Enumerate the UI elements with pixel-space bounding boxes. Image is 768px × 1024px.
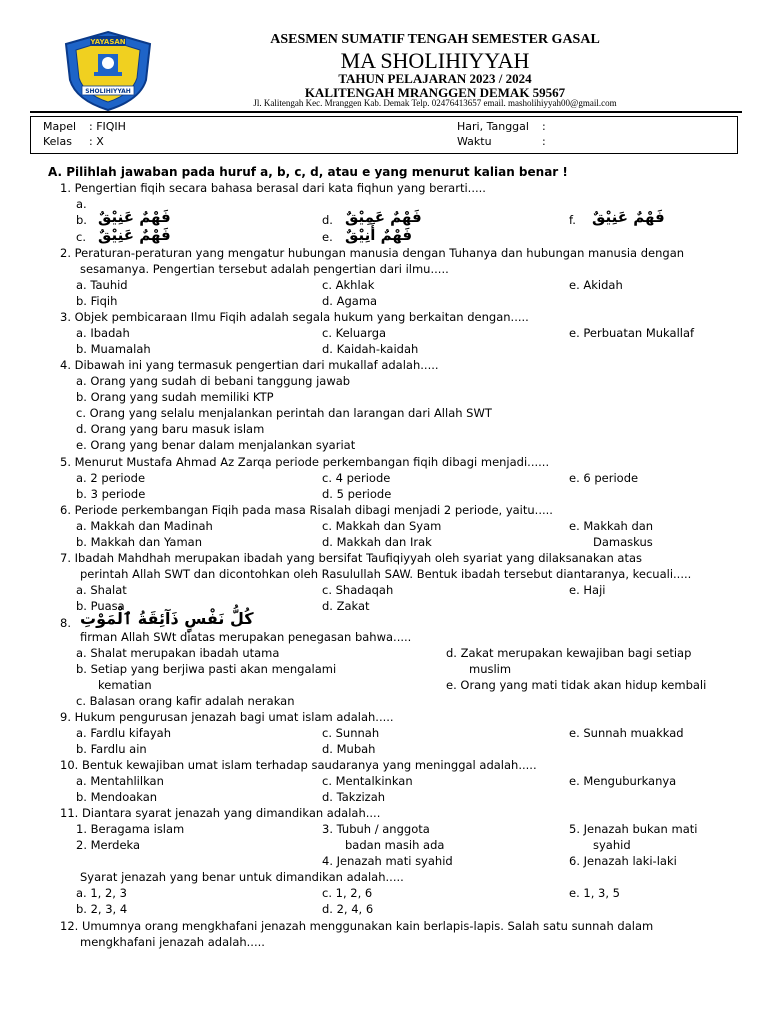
q8-arabic-verse: كُلُّ نَفْسٍ ذَآئِقَةُ ٱلْمَوْتِ [80, 609, 254, 628]
q7-option-b: b. Puasa [76, 599, 125, 613]
q1-option-e-label: e. [322, 230, 333, 244]
q6-option-a: a. Makkah dan Madinah [76, 519, 213, 533]
q12-stem-1: 12. Umumnya orang mengkhafani jenazah menggunakan kain berlapis-lapis. Salah satu sunnah dalam [60, 919, 654, 933]
q2-option-d: d. Agama [322, 294, 378, 308]
school-location: KALITENGAH MRANGGEN DEMAK 59567 [304, 85, 566, 100]
q9-stem: 9. Hukum pengurusan jenazah bagi umat islam adalah..... [60, 710, 394, 724]
q10-option-d: d. Takzizah [322, 790, 386, 804]
q1-option-f-arabic: فَهْمٌ عَنِيْقٌ [592, 208, 665, 226]
q6-option-e-line2: Damaskus [593, 535, 653, 549]
q1-option-e-arabic: فَهْمٌ أَنِيْقٌ [345, 226, 413, 244]
q11-item-3-line2: badan masih ada [345, 838, 445, 852]
q11-item-5-line1: 5. Jenazah bukan mati [569, 822, 698, 836]
q11-option-a: a. 1, 2, 3 [76, 886, 127, 900]
q8-option-d-line2: muslim [469, 662, 512, 676]
kelas-value: : X [89, 135, 104, 148]
q3-option-b: b. Muamalah [76, 342, 151, 356]
q11-item-4: 4. Jenazah mati syahid [322, 854, 453, 868]
q3-stem: 3. Objek pembicaraan Ilmu Fiqih adalah segala hukum yang berkaitan dengan..... [60, 310, 529, 324]
q7-option-e: e. Haji [569, 583, 606, 597]
q3-option-e: e. Perbuatan Mukallaf [569, 326, 695, 340]
q4-option-e: e. Orang yang benar dalam menjalankan syariat [76, 438, 356, 452]
q2-stem-1: 2. Peraturan-peraturan yang mengatur hubungan manusia dengan Tuhanya dan hubungan manusia dengan [60, 246, 685, 260]
q5-option-d: d. 5 periode [322, 487, 392, 501]
q3-option-c: c. Keluarga [322, 326, 387, 340]
kelas-label: Kelas [43, 135, 72, 148]
q11-item-2: 2. Merdeka [76, 838, 141, 852]
q2-option-c: c. Akhlak [322, 278, 375, 292]
academic-year: TAHUN PELAJARAN 2023 / 2024 [338, 71, 532, 86]
q11-option-c: c. 1, 2, 6 [322, 886, 373, 900]
q1-option-f-label: f. [569, 213, 576, 227]
school-name: MA SHOLIHIYYAH [340, 48, 530, 73]
q1-option-d-label: d. [322, 213, 333, 227]
exam-title: ASESMEN SUMATIF TENGAH SEMESTER GASAL [270, 32, 600, 47]
q12-stem-2: mengkhafani jenazah adalah..... [80, 935, 265, 949]
q4-stem: 4. Dibawah ini yang termasuk pengertian dari mukallaf adalah..... [60, 358, 439, 372]
q3-option-a: a. Ibadah [76, 326, 130, 340]
q1-option-b-arabic: فَهْمٌ عَنِيْقٌ [98, 208, 171, 226]
q5-stem: 5. Menurut Mustafa Ahmad Az Zarqa periode perkembangan fiqih dibagi menjadi...... [60, 455, 550, 469]
q8-option-c: c. Balasan orang kafir adalah nerakan [76, 694, 295, 708]
q8-stem: firman Allah SWt diatas merupakan penegasan bahwa..... [80, 630, 412, 644]
q8-option-a: a. Shalat merupakan ibadah utama [76, 646, 280, 660]
q6-option-c: c. Makkah dan Syam [322, 519, 442, 533]
q8-number: 8. [60, 616, 71, 630]
q7-option-c: c. Shadaqah [322, 583, 394, 597]
q1-option-c-label: c. [76, 230, 86, 244]
q1-option-c-arabic: فَهْمٌ عَنِيْقٌ [98, 226, 171, 244]
waktu-label: Waktu [457, 135, 492, 148]
q4-option-d: d. Orang yang baru masuk islam [76, 422, 265, 436]
q1-option-a: a. [76, 197, 87, 211]
logo-top-text: YAYASAN [90, 38, 126, 46]
q1-option-d-arabic: فَهْمٌ عَمِيْقٌ [345, 208, 422, 226]
q8-option-d-line1: d. Zakat merupakan kewajiban bagi setiap [446, 646, 692, 660]
hari-label: Hari, Tanggal [457, 120, 529, 133]
logo-bottom-text: SHOLIHIYYAH [85, 88, 131, 95]
q9-option-c: c. Sunnah [322, 726, 380, 740]
section-a-instruction: A. Pilihlah jawaban pada huruf a, b, c, d, atau e yang menurut kalian benar ! [48, 165, 568, 179]
q8-option-e: e. Orang yang mati tidak akan hidup kembali [446, 678, 707, 692]
mapel-value: : FIQIH [89, 120, 126, 133]
waktu-value: : [542, 135, 546, 148]
q11-option-e: e. 1, 3, 5 [569, 886, 620, 900]
header-divider [30, 111, 742, 113]
q5-option-c: c. 4 periode [322, 471, 391, 485]
q10-stem: 10. Bentuk kewajiban umat islam terhadap saudaranya yang meninggal adalah..... [60, 758, 537, 772]
q6-stem: 6. Periode perkembangan Fiqih pada masa Risalah dibagi menjadi 2 periode, yaitu..... [60, 503, 553, 517]
q11-item-3-line1: 3. Tubuh / anggota [322, 822, 430, 836]
q10-option-b: b. Mendoakan [76, 790, 158, 804]
q7-stem-1: 7. Ibadah Mahdhah merupakan ibadah yang bersifat Taufiqiyyah oleh syariat yang dilaksanakan atas [60, 551, 643, 565]
q3-option-d: d. Kaidah-kaidah [322, 342, 419, 356]
q7-stem-2: perintah Allah SWT dan dicontohkan oleh Rasulullah SAW. Bentuk ibadah tersebut diantaranya, kecuali..... [80, 567, 692, 581]
q9-option-b: b. Fardlu ain [76, 742, 147, 756]
hari-value: : [542, 120, 546, 133]
school-address: Jl. Kalitengah Kec. Mranggen Kab. Demak Telp. 02476413657 email. masholihiyyah00@gmail.com [253, 98, 617, 108]
q10-option-a: a. Mentahlilkan [76, 774, 164, 788]
q6-option-b: b. Makkah dan Yaman [76, 535, 203, 549]
q5-option-a: a. 2 periode [76, 471, 146, 485]
q2-option-b: b. Fiqih [76, 294, 118, 308]
q7-option-d: d. Zakat [322, 599, 370, 613]
q5-option-e: e. 6 periode [569, 471, 639, 485]
q1-option-b-label: b. [76, 213, 87, 227]
q7-option-a: a. Shalat [76, 583, 127, 597]
q11-item-5-line2: syahid [593, 838, 631, 852]
q8-option-b-line2: kematian [98, 678, 152, 692]
q11-item-1: 1. Beragama islam [76, 822, 185, 836]
q5-option-b: b. 3 periode [76, 487, 146, 501]
q2-option-a: a. Tauhid [76, 278, 128, 292]
q4-option-a: a. Orang yang sudah di bebani tanggung jawab [76, 374, 351, 388]
q11-option-b: b. 2, 3, 4 [76, 902, 128, 916]
q1-stem: 1. Pengertian fiqih secara bahasa berasal dari kata fiqhun yang berarti..... [60, 181, 486, 195]
q10-option-c: c. Mentalkinkan [322, 774, 413, 788]
q2-option-e: e. Akidah [569, 278, 623, 292]
q9-option-a: a. Fardlu kifayah [76, 726, 172, 740]
q8-option-b-line1: b. Setiap yang berjiwa pasti akan mengalami [76, 662, 337, 676]
q11-item-6: 6. Jenazah laki-laki [569, 854, 677, 868]
q11-option-d: d. 2, 4, 6 [322, 902, 374, 916]
exam-info-box [30, 116, 738, 154]
q9-option-d: d. Mubah [322, 742, 376, 756]
school-logo [60, 30, 156, 112]
q11-sub-stem: Syarat jenazah yang benar untuk dimandikan adalah..... [80, 870, 404, 884]
q6-option-d: d. Makkah dan Irak [322, 535, 432, 549]
q9-option-e: e. Sunnah muakkad [569, 726, 684, 740]
mapel-label: Mapel [43, 120, 77, 133]
q2-stem-2: sesamanya. Pengertian tersebut adalah pengertian dari ilmu..... [80, 262, 449, 276]
q11-stem: 11. Diantara syarat jenazah yang dimandikan adalah.... [60, 806, 381, 820]
q4-option-c: c. Orang yang selalu menjalankan perintah dan larangan dari Allah SWT [76, 406, 492, 420]
q6-option-e-line1: e. Makkah dan [569, 519, 654, 533]
q4-option-b: b. Orang yang sudah memiliki KTP [76, 390, 274, 404]
q10-option-e: e. Menguburkanya [569, 774, 677, 788]
